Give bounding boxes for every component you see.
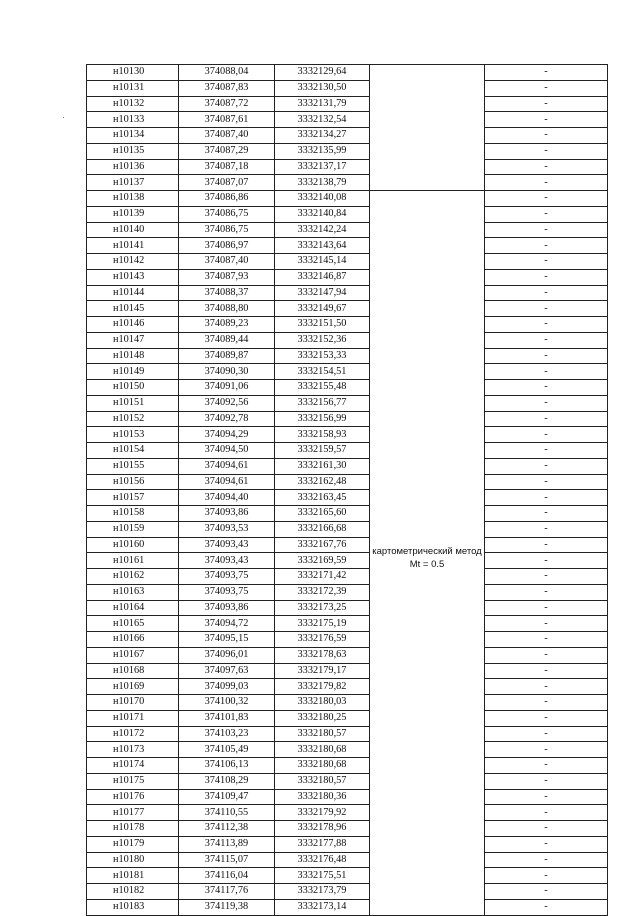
point-id-cell: н10171 — [87, 710, 179, 726]
table-row — [87, 695, 608, 711]
point-id-cell: н10166 — [87, 632, 179, 648]
y-coordinate-cell: 3332176,48 — [275, 852, 370, 868]
dash-cell: - — [485, 175, 608, 191]
dash-cell: - — [485, 569, 608, 585]
x-coordinate-cell: 374088,80 — [179, 301, 275, 317]
y-coordinate-cell: 3332180,36 — [275, 789, 370, 805]
table-row — [87, 742, 608, 758]
dash-cell: - — [485, 506, 608, 522]
dash-cell: - — [485, 695, 608, 711]
point-id-cell: н10156 — [87, 474, 179, 490]
x-coordinate-cell: 374094,61 — [179, 474, 275, 490]
y-coordinate-cell: 3332173,14 — [275, 899, 370, 915]
point-id-cell: н10180 — [87, 852, 179, 868]
point-id-cell: н10174 — [87, 758, 179, 774]
table-row — [87, 899, 608, 915]
point-id-cell: н10138 — [87, 191, 179, 207]
table-row — [87, 553, 608, 569]
table-row — [87, 868, 608, 884]
y-coordinate-cell: 3332147,94 — [275, 285, 370, 301]
method-cell: картометрический метод Mt = 0.5 — [370, 191, 485, 916]
table-row — [87, 521, 608, 537]
point-id-cell: н10152 — [87, 411, 179, 427]
point-id-cell: н10161 — [87, 553, 179, 569]
table-row — [87, 789, 608, 805]
x-coordinate-cell: 374105,49 — [179, 742, 275, 758]
x-coordinate-cell: 374087,93 — [179, 269, 275, 285]
y-coordinate-cell: 3332179,82 — [275, 679, 370, 695]
y-coordinate-cell: 3332180,03 — [275, 695, 370, 711]
x-coordinate-cell: 374092,56 — [179, 395, 275, 411]
point-id-cell: н10183 — [87, 899, 179, 915]
point-id-cell: н10160 — [87, 537, 179, 553]
dash-cell: - — [485, 821, 608, 837]
x-coordinate-cell: 374093,43 — [179, 553, 275, 569]
dash-cell: - — [485, 143, 608, 159]
y-coordinate-cell: 3332179,17 — [275, 663, 370, 679]
table-row — [87, 569, 608, 585]
y-coordinate-cell: 3332158,93 — [275, 427, 370, 443]
y-coordinate-cell: 3332153,33 — [275, 348, 370, 364]
point-id-cell: н10145 — [87, 301, 179, 317]
x-coordinate-cell: 374106,13 — [179, 758, 275, 774]
table-row — [87, 317, 608, 333]
point-id-cell: н10157 — [87, 490, 179, 506]
table-row — [87, 632, 608, 648]
x-coordinate-cell: 374112,38 — [179, 821, 275, 837]
point-id-cell: н10167 — [87, 647, 179, 663]
x-coordinate-cell: 374088,37 — [179, 285, 275, 301]
point-id-cell: н10182 — [87, 884, 179, 900]
point-id-cell: н10148 — [87, 348, 179, 364]
point-id-cell: н10175 — [87, 773, 179, 789]
x-coordinate-cell: 374088,04 — [179, 65, 275, 81]
dash-cell: - — [485, 80, 608, 96]
point-id-cell: н10173 — [87, 742, 179, 758]
y-coordinate-cell: 3332162,48 — [275, 474, 370, 490]
table-row — [87, 710, 608, 726]
x-coordinate-cell: 374113,89 — [179, 836, 275, 852]
table-row — [87, 726, 608, 742]
point-id-cell: н10150 — [87, 380, 179, 396]
y-coordinate-cell: 3332180,57 — [275, 726, 370, 742]
y-coordinate-cell: 3332134,27 — [275, 128, 370, 144]
point-id-cell: н10146 — [87, 317, 179, 333]
y-coordinate-cell: 3332171,42 — [275, 569, 370, 585]
y-coordinate-cell: 3332166,68 — [275, 521, 370, 537]
dash-cell: - — [485, 884, 608, 900]
table-row — [87, 159, 608, 175]
table-row — [87, 506, 608, 522]
dash-cell: - — [485, 758, 608, 774]
y-coordinate-cell: 3332167,76 — [275, 537, 370, 553]
point-id-cell: н10176 — [87, 789, 179, 805]
x-coordinate-cell: 374089,44 — [179, 332, 275, 348]
table-row — [87, 143, 608, 159]
dash-cell: - — [485, 899, 608, 915]
x-coordinate-cell: 374086,75 — [179, 206, 275, 222]
table-row — [87, 805, 608, 821]
table-row — [87, 301, 608, 317]
dash-cell: - — [485, 427, 608, 443]
table-row — [87, 884, 608, 900]
table-row — [87, 128, 608, 144]
dash-cell: - — [485, 553, 608, 569]
dash-cell: - — [485, 868, 608, 884]
x-coordinate-cell: 374091,06 — [179, 380, 275, 396]
y-coordinate-cell: 3332129,64 — [275, 65, 370, 81]
x-coordinate-cell: 374093,43 — [179, 537, 275, 553]
y-coordinate-cell: 3332173,79 — [275, 884, 370, 900]
dash-cell: - — [485, 191, 608, 207]
point-id-cell: н10144 — [87, 285, 179, 301]
point-id-cell: н10162 — [87, 569, 179, 585]
y-coordinate-cell: 3332172,39 — [275, 584, 370, 600]
dash-cell: - — [485, 805, 608, 821]
dash-cell: - — [485, 128, 608, 144]
dash-cell: - — [485, 836, 608, 852]
point-id-cell: н10135 — [87, 143, 179, 159]
y-coordinate-cell: 3332180,25 — [275, 710, 370, 726]
dash-cell: - — [485, 159, 608, 175]
method-cell — [370, 65, 485, 191]
y-coordinate-cell: 3332156,77 — [275, 395, 370, 411]
y-coordinate-cell: 3332165,60 — [275, 506, 370, 522]
y-coordinate-cell: 3332142,24 — [275, 222, 370, 238]
y-coordinate-cell: 3332163,45 — [275, 490, 370, 506]
dash-cell: - — [485, 301, 608, 317]
table-row — [87, 427, 608, 443]
table-row — [87, 269, 608, 285]
dash-cell: - — [485, 742, 608, 758]
x-coordinate-cell: 374087,61 — [179, 112, 275, 128]
x-coordinate-cell: 374090,30 — [179, 364, 275, 380]
dash-cell: - — [485, 710, 608, 726]
dash-cell: - — [485, 269, 608, 285]
x-coordinate-cell: 374097,63 — [179, 663, 275, 679]
dash-cell: - — [485, 490, 608, 506]
table-row — [87, 679, 608, 695]
table-row — [87, 191, 608, 207]
point-id-cell: н10130 — [87, 65, 179, 81]
dash-cell: - — [485, 789, 608, 805]
dash-cell: - — [485, 647, 608, 663]
x-coordinate-cell: 374093,86 — [179, 600, 275, 616]
dash-cell: - — [485, 206, 608, 222]
point-id-cell: н10131 — [87, 80, 179, 96]
x-coordinate-cell: 374108,29 — [179, 773, 275, 789]
x-coordinate-cell: 374087,72 — [179, 96, 275, 112]
y-coordinate-cell: 3332140,08 — [275, 191, 370, 207]
x-coordinate-cell: 374086,86 — [179, 191, 275, 207]
x-coordinate-cell: 374119,38 — [179, 899, 275, 915]
dash-cell: - — [485, 332, 608, 348]
x-coordinate-cell: 374087,29 — [179, 143, 275, 159]
x-coordinate-cell: 374116,04 — [179, 868, 275, 884]
y-coordinate-cell: 3332137,17 — [275, 159, 370, 175]
table-row — [87, 647, 608, 663]
x-coordinate-cell: 374087,40 — [179, 254, 275, 270]
y-coordinate-cell: 3332149,67 — [275, 301, 370, 317]
point-id-cell: н10132 — [87, 96, 179, 112]
x-coordinate-cell: 374094,50 — [179, 443, 275, 459]
x-coordinate-cell: 374094,29 — [179, 427, 275, 443]
y-coordinate-cell: 3332169,59 — [275, 553, 370, 569]
coordinates-table — [86, 64, 608, 916]
y-coordinate-cell: 3332161,30 — [275, 458, 370, 474]
point-id-cell: н10181 — [87, 868, 179, 884]
table-row — [87, 112, 608, 128]
y-coordinate-cell: 3332178,63 — [275, 647, 370, 663]
y-coordinate-cell: 3332175,19 — [275, 616, 370, 632]
table-row — [87, 332, 608, 348]
y-coordinate-cell: 3332130,50 — [275, 80, 370, 96]
point-id-cell: н10149 — [87, 364, 179, 380]
table-row — [87, 80, 608, 96]
x-coordinate-cell: 374086,97 — [179, 238, 275, 254]
x-coordinate-cell: 374094,61 — [179, 458, 275, 474]
point-id-cell: н10172 — [87, 726, 179, 742]
x-coordinate-cell: 374087,83 — [179, 80, 275, 96]
point-id-cell: н10141 — [87, 238, 179, 254]
table-row — [87, 65, 608, 81]
point-id-cell: н10177 — [87, 805, 179, 821]
table-row — [87, 364, 608, 380]
x-coordinate-cell: 374094,72 — [179, 616, 275, 632]
dash-cell: - — [485, 616, 608, 632]
dash-cell: - — [485, 96, 608, 112]
x-coordinate-cell: 374096,01 — [179, 647, 275, 663]
x-coordinate-cell: 374093,53 — [179, 521, 275, 537]
coordinates-table-body — [87, 65, 608, 916]
point-id-cell: н10137 — [87, 175, 179, 191]
table-row — [87, 395, 608, 411]
dash-cell: - — [485, 348, 608, 364]
point-id-cell: н10139 — [87, 206, 179, 222]
table-row — [87, 285, 608, 301]
y-coordinate-cell: 3332132,54 — [275, 112, 370, 128]
point-id-cell: н10155 — [87, 458, 179, 474]
x-coordinate-cell: 374115,07 — [179, 852, 275, 868]
point-id-cell: н10170 — [87, 695, 179, 711]
dash-cell: - — [485, 679, 608, 695]
x-coordinate-cell: 374109,47 — [179, 789, 275, 805]
point-id-cell: н10158 — [87, 506, 179, 522]
x-coordinate-cell: 374103,23 — [179, 726, 275, 742]
point-id-cell: н10153 — [87, 427, 179, 443]
scan-speck — [63, 117, 64, 118]
dash-cell: - — [485, 222, 608, 238]
point-id-cell: н10147 — [87, 332, 179, 348]
dash-cell: - — [485, 317, 608, 333]
y-coordinate-cell: 3332146,87 — [275, 269, 370, 285]
x-coordinate-cell: 374101,83 — [179, 710, 275, 726]
point-id-cell: н10169 — [87, 679, 179, 695]
y-coordinate-cell: 3332135,99 — [275, 143, 370, 159]
y-coordinate-cell: 3332140,84 — [275, 206, 370, 222]
dash-cell: - — [485, 600, 608, 616]
point-id-cell: н10154 — [87, 443, 179, 459]
x-coordinate-cell: 374117,76 — [179, 884, 275, 900]
table-row — [87, 584, 608, 600]
point-id-cell: н10178 — [87, 821, 179, 837]
dash-cell: - — [485, 632, 608, 648]
y-coordinate-cell: 3332175,51 — [275, 868, 370, 884]
point-id-cell: н10143 — [87, 269, 179, 285]
y-coordinate-cell: 3332152,36 — [275, 332, 370, 348]
dash-cell: - — [485, 584, 608, 600]
y-coordinate-cell: 3332180,57 — [275, 773, 370, 789]
point-id-cell: н10142 — [87, 254, 179, 270]
x-coordinate-cell: 374087,18 — [179, 159, 275, 175]
x-coordinate-cell: 374094,40 — [179, 490, 275, 506]
table-row — [87, 458, 608, 474]
dash-cell: - — [485, 521, 608, 537]
x-coordinate-cell: 374092,78 — [179, 411, 275, 427]
y-coordinate-cell: 3332145,14 — [275, 254, 370, 270]
table-row — [87, 836, 608, 852]
y-coordinate-cell: 3332159,57 — [275, 443, 370, 459]
x-coordinate-cell: 374100,32 — [179, 695, 275, 711]
dash-cell: - — [485, 65, 608, 81]
table-row — [87, 537, 608, 553]
dash-cell: - — [485, 112, 608, 128]
table-row — [87, 238, 608, 254]
x-coordinate-cell: 374086,75 — [179, 222, 275, 238]
table-row — [87, 96, 608, 112]
table-row — [87, 380, 608, 396]
point-id-cell: н10164 — [87, 600, 179, 616]
point-id-cell: н10136 — [87, 159, 179, 175]
table-row — [87, 411, 608, 427]
table-row — [87, 821, 608, 837]
dash-cell: - — [485, 395, 608, 411]
x-coordinate-cell: 374089,23 — [179, 317, 275, 333]
y-coordinate-cell: 3332177,88 — [275, 836, 370, 852]
y-coordinate-cell: 3332131,79 — [275, 96, 370, 112]
y-coordinate-cell: 3332180,68 — [275, 758, 370, 774]
table-row — [87, 490, 608, 506]
dash-cell: - — [485, 458, 608, 474]
table-row — [87, 773, 608, 789]
y-coordinate-cell: 3332179,92 — [275, 805, 370, 821]
dash-cell: - — [485, 773, 608, 789]
point-id-cell: н10134 — [87, 128, 179, 144]
table-row — [87, 474, 608, 490]
y-coordinate-cell: 3332143,64 — [275, 238, 370, 254]
x-coordinate-cell: 374087,40 — [179, 128, 275, 144]
x-coordinate-cell: 374093,75 — [179, 569, 275, 585]
x-coordinate-cell: 374110,55 — [179, 805, 275, 821]
table-row — [87, 600, 608, 616]
dash-cell: - — [485, 443, 608, 459]
table-row — [87, 616, 608, 632]
dash-cell: - — [485, 537, 608, 553]
dash-cell: - — [485, 380, 608, 396]
x-coordinate-cell: 374093,86 — [179, 506, 275, 522]
table-row — [87, 206, 608, 222]
point-id-cell: н10151 — [87, 395, 179, 411]
table-row — [87, 852, 608, 868]
y-coordinate-cell: 3332180,68 — [275, 742, 370, 758]
x-coordinate-cell: 374089,87 — [179, 348, 275, 364]
x-coordinate-cell: 374087,07 — [179, 175, 275, 191]
y-coordinate-cell: 3332156,99 — [275, 411, 370, 427]
y-coordinate-cell: 3332138,79 — [275, 175, 370, 191]
point-id-cell: н10163 — [87, 584, 179, 600]
point-id-cell: н10133 — [87, 112, 179, 128]
x-coordinate-cell: 374093,75 — [179, 584, 275, 600]
table-row — [87, 175, 608, 191]
table-row — [87, 348, 608, 364]
y-coordinate-cell: 3332151,50 — [275, 317, 370, 333]
table-row — [87, 758, 608, 774]
dash-cell: - — [485, 411, 608, 427]
dash-cell: - — [485, 852, 608, 868]
dash-cell: - — [485, 285, 608, 301]
point-id-cell: н10165 — [87, 616, 179, 632]
dash-cell: - — [485, 663, 608, 679]
y-coordinate-cell: 3332176,59 — [275, 632, 370, 648]
x-coordinate-cell: 374095,15 — [179, 632, 275, 648]
y-coordinate-cell: 3332178,96 — [275, 821, 370, 837]
table-row — [87, 222, 608, 238]
point-id-cell: н10168 — [87, 663, 179, 679]
point-id-cell: н10159 — [87, 521, 179, 537]
table-row — [87, 254, 608, 270]
dash-cell: - — [485, 726, 608, 742]
table-row — [87, 663, 608, 679]
y-coordinate-cell: 3332173,25 — [275, 600, 370, 616]
x-coordinate-cell: 374099,03 — [179, 679, 275, 695]
dash-cell: - — [485, 254, 608, 270]
y-coordinate-cell: 3332155,48 — [275, 380, 370, 396]
point-id-cell: н10140 — [87, 222, 179, 238]
dash-cell: - — [485, 238, 608, 254]
point-id-cell: н10179 — [87, 836, 179, 852]
dash-cell: - — [485, 364, 608, 380]
y-coordinate-cell: 3332154,51 — [275, 364, 370, 380]
dash-cell: - — [485, 474, 608, 490]
table-row — [87, 443, 608, 459]
